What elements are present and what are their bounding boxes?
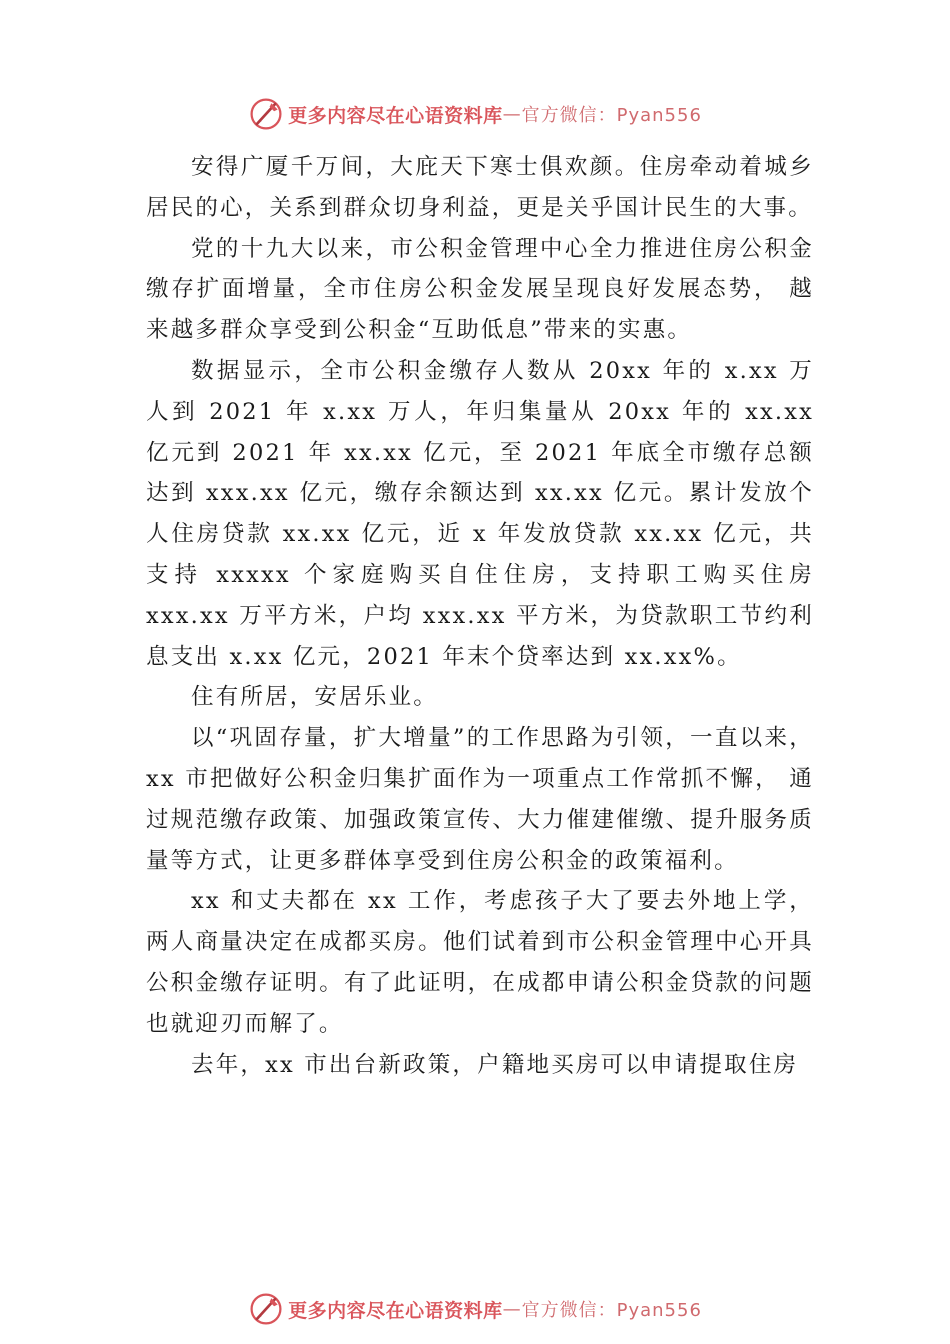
paragraph: 去年，xx 市出台新政策，户籍地买房可以申请提取住房 — [191, 1051, 799, 1078]
paragraph: 以“巩固存量，扩大增量”的工作思路为引领，一直以来，xx 市把做好公积金归集扩面作为一项重点工作常抓不懈， 通过规范缴存政策、加强政策宣传、大力催建催缴、提升服务质量等方式，让更多群体享受到住房公积金的政策福利。 — [146, 725, 814, 874]
separator-text: — — [502, 103, 522, 125]
paragraph: 党的十九大以来，市公积金管理中心全力推进住房公积金缴存扩面增量，全市住房公积金发展呈现良好发展态势， 越来越多群众享受到公积金“互助低息”带来的实惠。 — [146, 235, 814, 344]
wechat-text: 官方微信：Pyan556 — [521, 105, 702, 126]
paragraph: 安得广厦千万间，大庇天下寒士俱欢颜。住房牵动着城乡居民的心，关系到群众切身利益，更是关乎国计民生的大事。 — [146, 154, 814, 221]
footer-banner — [0, 1287, 950, 1331]
article-body — [146, 147, 814, 1085]
paragraph: 数据显示，全市公积金缴存人数从 20xx 年的 x.xx 万人到 2021 年 x.xx 万人，年归集量从 20xx 年的 xx.xx 亿元到 2021 年 xx.xx 亿元，至 2021 年底全市缴存总额达到 xxx.xx 亿元，缴存余额达到 xx.xx 亿元。累计发放个人住房贷款 xx.xx 亿元，近 x 年发放贷款 xx.xx 亿元，共支持 xxxxx 个家庭购买自住住房，支持职工购买住房 xxx.xx 万平方米，户均 xxx.xx 平方米，为贷款职工节约利息支出 x.xx 亿元，2021 年末个贷率达到 xx.xx%。 — [146, 357, 814, 670]
paragraph: xx 和丈夫都在 xx 工作，考虑孩子大了要去外地上学，两人商量决定在成都买房。他们试着到市公积金管理中心开具公积金缴存证明。有了此证明，在成都申请公积金贷款的问题也就迎刃而解了。 — [146, 888, 814, 1037]
wechat-text: 官方微信：Pyan556 — [521, 1300, 702, 1321]
brand-text: 更多内容尽在心语资料库 — [288, 104, 503, 127]
paragraph: 住有所居，安居乐业。 — [191, 684, 439, 711]
separator-text: — — [502, 1298, 522, 1320]
pen-logo-icon — [248, 1291, 284, 1327]
pen-logo-icon — [248, 96, 284, 132]
header-banner — [0, 92, 950, 136]
brand-text: 更多内容尽在心语资料库 — [288, 1299, 503, 1322]
